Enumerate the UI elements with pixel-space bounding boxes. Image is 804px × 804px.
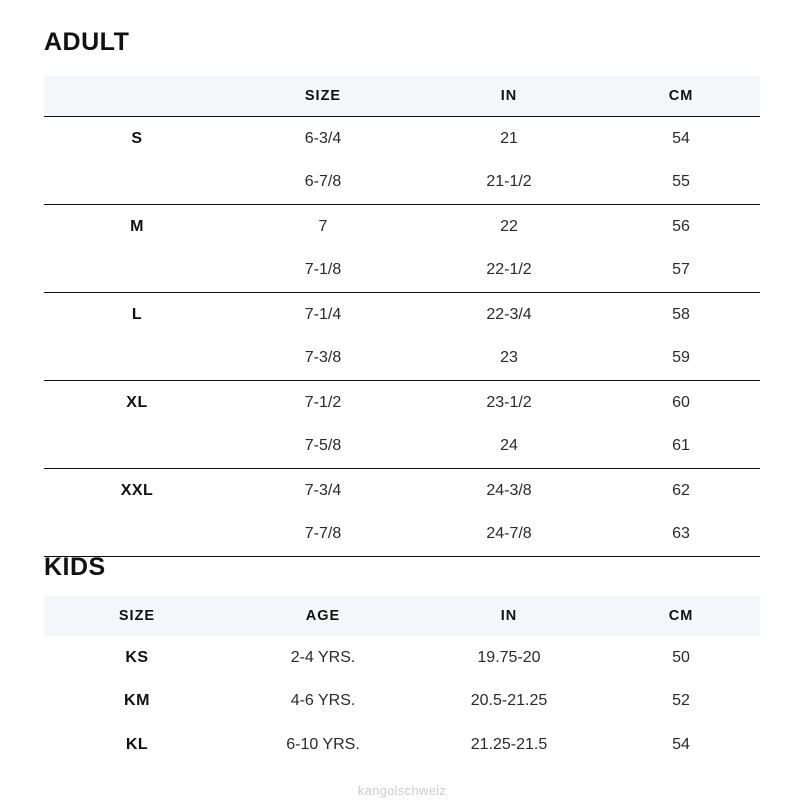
row-label (44, 425, 230, 469)
adult-size-table (44, 76, 760, 557)
cell-cm: 52 (672, 692, 690, 710)
cell-cm: 63 (672, 525, 690, 543)
row-label (44, 337, 230, 381)
cell-age: 6-10 YRS. (286, 735, 360, 753)
cell-in: 24-7/8 (486, 525, 532, 543)
cell-age: 2-4 YRS. (290, 648, 356, 666)
adult-table-header (44, 76, 760, 117)
cell-in: 21 (416, 117, 602, 161)
cell-in: 22-1/2 (486, 261, 532, 279)
row-label: KL (125, 735, 149, 753)
table-row (44, 680, 760, 724)
table-bottom-rule (44, 557, 760, 558)
table-row (44, 293, 760, 337)
cell-cm: 57 (672, 261, 690, 279)
cell-in: 19.75-20 (477, 648, 541, 666)
cell-in: 20.5-21.25 (470, 692, 548, 710)
column-header-blank (44, 76, 230, 117)
cell-size: 7-1/4 (230, 293, 416, 337)
cell-cm: 59 (672, 349, 690, 367)
cell-size: 7-7/8 (304, 525, 342, 543)
table-row (44, 425, 760, 469)
row-label: S (44, 117, 230, 161)
row-label: XL (44, 381, 230, 425)
cell-in: 24 (500, 437, 518, 455)
cell-size: 7 (230, 205, 416, 249)
table-row (44, 723, 760, 767)
kids-size-table-wrapper (44, 596, 760, 767)
cell-size: 6-7/8 (304, 173, 342, 191)
cell-cm: 54 (602, 117, 760, 161)
column-header-size: SIZE (44, 596, 230, 636)
cell-in: 23 (500, 349, 518, 367)
row-label: M (44, 205, 230, 249)
kids-size-table (44, 596, 760, 767)
cell-age: 4-6 YRS. (290, 692, 356, 710)
column-header-age: AGE (230, 596, 416, 636)
cell-cm: 62 (602, 469, 760, 513)
cell-in: 24-3/8 (416, 469, 602, 513)
cell-cm: 56 (602, 205, 760, 249)
table-row (44, 381, 760, 425)
row-label: L (44, 293, 230, 337)
cell-in: 21-1/2 (486, 173, 532, 191)
table-row (44, 469, 760, 513)
table-row (44, 117, 760, 161)
cell-cm: 55 (672, 173, 690, 191)
table-row (44, 161, 760, 205)
cell-cm: 50 (672, 648, 690, 666)
table-row (44, 249, 760, 293)
row-label (44, 249, 230, 293)
cell-cm: 61 (672, 437, 690, 455)
table-header-row (44, 76, 760, 117)
adult-size-table-wrapper (44, 76, 760, 557)
cell-size: 7-3/8 (304, 349, 342, 367)
row-label: KM (124, 692, 150, 710)
cell-size: 7-5/8 (304, 437, 342, 455)
page-title-adult: ADULT (44, 28, 130, 56)
table-row (44, 636, 760, 680)
cell-cm: 58 (602, 293, 760, 337)
cell-in: 23-1/2 (416, 381, 602, 425)
cell-cm: 54 (672, 735, 690, 753)
adult-table-body (44, 117, 760, 558)
cell-size: 7-1/2 (230, 381, 416, 425)
column-header-cm: CM (602, 76, 760, 117)
column-header-cm: CM (602, 596, 760, 636)
table-row (44, 205, 760, 249)
cell-cm: 60 (602, 381, 760, 425)
kids-table-header (44, 596, 760, 636)
cell-in: 22 (416, 205, 602, 249)
cell-size: 6-3/4 (230, 117, 416, 161)
column-header-in: IN (416, 76, 602, 117)
page-title-kids: KIDS (44, 553, 106, 581)
row-label: KS (125, 648, 149, 666)
row-label: XXL (44, 469, 230, 513)
cell-size: 7-3/4 (230, 469, 416, 513)
watermark: kangolschweiz (357, 783, 447, 798)
row-label (44, 161, 230, 205)
column-header-size: SIZE (230, 76, 416, 117)
table-row (44, 337, 760, 381)
cell-size: 7-1/8 (304, 261, 342, 279)
kids-table-body (44, 636, 760, 767)
cell-in: 22-3/4 (416, 293, 602, 337)
table-header-row (44, 596, 760, 636)
table-row (44, 513, 760, 557)
row-label (44, 513, 230, 557)
cell-in: 21.25-21.5 (470, 735, 548, 753)
column-header-in: IN (416, 596, 602, 636)
